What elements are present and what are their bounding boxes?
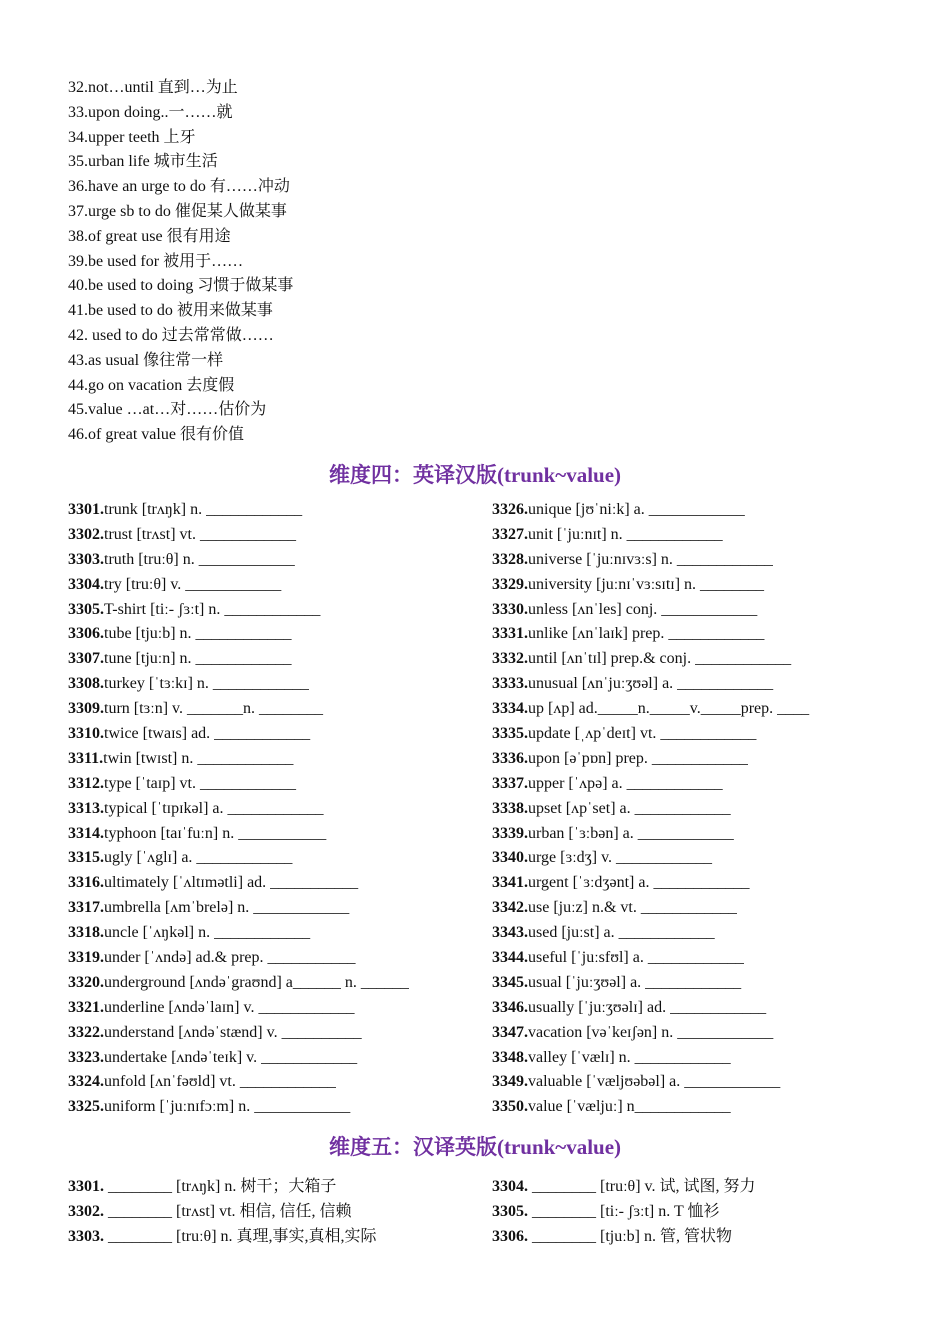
phrase-item: 41.be used to do 被用来做某事 [68, 302, 273, 320]
vocab-entry: upper [ˈʌpə] a. ____________ [528, 774, 723, 792]
vocab-entry: understand [ʌndəˈstænd] v. __________ [104, 1023, 362, 1041]
vocab-number: 3314. [68, 824, 104, 842]
vocab-entry: use [juːz] n.& vt. ____________ [528, 899, 737, 917]
vocab-row [492, 598, 937, 623]
vocab-row [492, 548, 937, 573]
vocab-row [68, 1095, 488, 1120]
vocab-number: 3316. [68, 874, 104, 892]
vocab-entry: up [ʌp] ad._____n._____v._____prep. ____ [528, 700, 810, 718]
vocab-row [68, 1174, 488, 1199]
vocab-row [492, 697, 937, 722]
phrase-item: 44.go on vacation 去度假 [68, 376, 235, 394]
phrase-item: 32.not…until 直到…为止 [68, 79, 238, 96]
phrase-item: 36.have an urge to do 有……冲动 [68, 178, 290, 196]
vocab-entry: truth [truːθ] n. ____________ [104, 550, 295, 568]
vocab-row [68, 722, 488, 747]
vocab-number: 3306. [68, 625, 104, 643]
vocab-number: 3332. [492, 650, 528, 668]
vocab-row [68, 921, 488, 946]
vocab-row [492, 672, 937, 697]
vocab-number: 3304. [68, 575, 104, 593]
vocab-entry: ________ [trʌst] vt. 相信, 信任, 信赖 [104, 1203, 352, 1220]
phrase-item: 43.as usual 像往常一样 [68, 351, 224, 369]
vocab-entry: unlike [ʌnˈlaɪk] prep. ____________ [528, 625, 765, 643]
vocab-row [68, 1046, 488, 1071]
vocab-row [68, 697, 488, 722]
vocab-number: 3319. [68, 949, 104, 967]
vocab-number: 3327. [492, 525, 528, 543]
vocab-entry: unique [jʊˈniːk] a. ____________ [528, 501, 745, 518]
vocab-entry: usual [ˈjuːʒʊəl] a. ____________ [528, 973, 742, 991]
phrase-item: 39.be used for 被用于…… [68, 252, 244, 270]
section4-left-column [68, 498, 488, 1120]
vocab-row [492, 846, 937, 871]
vocab-entry: ________ [truːθ] n. 真理,事实,真相,实际 [104, 1228, 377, 1245]
phrase-item: 35.urban life 城市生活 [68, 153, 218, 171]
vocab-row [492, 622, 937, 647]
vocab-entry: underline [ʌndəˈlaɪn] v. ____________ [104, 998, 355, 1016]
vocab-number: 3313. [68, 799, 104, 817]
vocab-entry: ________ [tiː- ʃɜːt] n. T 恤衫 [528, 1203, 720, 1220]
vocab-entry: try [truːθ] v. ____________ [104, 575, 282, 593]
vocab-entry: typical [ˈtɪpɪkəl] a. ____________ [104, 799, 324, 817]
vocab-entry: used [juːst] a. ____________ [528, 924, 715, 942]
vocab-entry: unit [ˈjuːnɪt] n. ____________ [528, 525, 723, 543]
vocab-entry: university [juːnɪˈvɜːsɪtɪ] n. ________ [528, 575, 765, 593]
vocab-number: 3306. [492, 1228, 528, 1245]
vocab-number: 3350. [492, 1098, 528, 1116]
vocab-entry: vacation [vəˈkeɪʃən] n. ____________ [528, 1023, 774, 1041]
vocab-entry: trunk [trʌŋk] n. ____________ [104, 501, 303, 518]
vocab-number: 3325. [68, 1098, 104, 1116]
phrase-item: 42. used to do 过去常常做…… [68, 326, 274, 344]
vocab-number: 3344. [492, 949, 528, 967]
vocab-number: 3326. [492, 501, 528, 518]
vocab-entry: upset [ʌpˈset] a. ____________ [528, 799, 731, 817]
vocab-row [68, 1224, 488, 1249]
vocab-number: 3348. [492, 1048, 528, 1066]
vocab-number: 3302. [68, 525, 104, 543]
vocab-entry: T-shirt [tiː- ʃɜːt] n. ____________ [104, 600, 321, 618]
vocab-number: 3349. [492, 1073, 528, 1091]
vocab-entry: unless [ʌnˈles] conj. ____________ [528, 600, 758, 618]
vocab-entry: tune [tjuːn] n. ____________ [104, 650, 292, 668]
vocab-row [492, 1199, 937, 1224]
vocab-entry: urban [ˈɜːbən] a. ____________ [528, 824, 734, 842]
vocab-row [68, 647, 488, 672]
vocab-number: 3304. [492, 1178, 528, 1195]
vocab-entry: uncle [ˈʌŋkəl] n. ____________ [104, 924, 311, 942]
vocab-row [492, 498, 937, 523]
vocab-entry: universe [ˈjuːnɪvɜːs] n. ____________ [528, 550, 773, 568]
vocab-entry: trust [trʌst] vt. ____________ [104, 525, 296, 543]
vocab-row [492, 747, 937, 772]
vocab-number: 3324. [68, 1073, 104, 1091]
vocab-number: 3312. [68, 774, 104, 792]
vocab-number: 3307. [68, 650, 104, 668]
phrase-item: 38.of great use 很有用途 [68, 227, 231, 245]
vocab-entry: unfold [ʌnˈfəʊld] vt. ____________ [104, 1073, 336, 1091]
phrase-item: 40.be used to doing 习惯于做某事 [68, 277, 294, 295]
vocab-row [68, 747, 488, 772]
vocab-number: 3305. [68, 600, 104, 618]
vocab-number: 3331. [492, 625, 528, 643]
phrase-item: 34.upper teeth 上牙 [68, 128, 196, 146]
section5-left-column [68, 1174, 488, 1249]
vocab-row [492, 1046, 937, 1071]
phrase-item: 37.urge sb to do 催促某人做某事 [68, 202, 287, 220]
section5-title: 维度五：汉译英版(trunk~value) [328, 1135, 622, 1159]
vocab-row [492, 647, 937, 672]
vocab-row [492, 1174, 937, 1199]
vocab-number: 3328. [492, 550, 528, 568]
vocab-row [492, 921, 937, 946]
vocab-row [68, 971, 488, 996]
vocab-number: 3310. [68, 725, 104, 743]
vocab-row [492, 1095, 937, 1120]
vocab-row [68, 896, 488, 921]
vocab-row [68, 772, 488, 797]
phrase-item: 45.value …at…对……估价为 [68, 401, 267, 419]
vocab-number: 3303. [68, 1228, 104, 1245]
vocab-number: 3329. [492, 575, 528, 593]
vocab-entry: ________ [trʌŋk] n. 树干；大箱子 [104, 1178, 337, 1195]
vocab-number: 3318. [68, 924, 104, 942]
vocab-entry: value [ˈvæljuː] n____________ [528, 1098, 731, 1116]
vocab-row [492, 523, 937, 548]
vocab-number: 3321. [68, 998, 104, 1016]
vocab-number: 3341. [492, 874, 528, 892]
vocab-number: 3305. [492, 1203, 528, 1220]
vocab-entry: until [ʌnˈtɪl] prep.& conj. ____________ [528, 650, 792, 668]
vocab-number: 3322. [68, 1023, 104, 1041]
vocab-entry: urgent [ˈɜːdʒənt] a. ____________ [528, 874, 750, 892]
vocab-row [68, 573, 488, 598]
vocab-row [68, 871, 488, 896]
vocab-row [492, 1070, 937, 1095]
vocab-number: 3345. [492, 973, 528, 991]
vocab-number: 3335. [492, 725, 528, 743]
vocab-number: 3308. [68, 675, 104, 693]
section5-right-column [492, 1174, 937, 1249]
vocab-number: 3301. [68, 1178, 104, 1195]
vocab-number: 3343. [492, 924, 528, 942]
vocab-row [492, 822, 937, 847]
vocab-entry: uniform [ˈjuːnɪfɔːm] n. ____________ [104, 1098, 351, 1116]
vocab-row [68, 1070, 488, 1095]
vocab-row [68, 672, 488, 697]
phrase-item: 33.upon doing..一……就 [68, 103, 233, 121]
vocab-row [68, 846, 488, 871]
vocab-entry: type [ˈtaɪp] vt. ____________ [104, 774, 296, 792]
vocab-row [68, 1021, 488, 1046]
vocab-number: 3346. [492, 998, 528, 1016]
vocab-number: 3317. [68, 899, 104, 917]
vocab-entry: valley [ˈvælɪ] n. ____________ [528, 1048, 731, 1066]
vocab-number: 3309. [68, 700, 104, 718]
vocab-row [492, 573, 937, 598]
vocab-row [68, 996, 488, 1021]
vocab-row [68, 498, 488, 523]
vocab-entry: ________ [truːθ] v. 试, 试图, 努力 [528, 1178, 756, 1195]
vocab-number: 3336. [492, 749, 528, 767]
vocab-number: 3302. [68, 1203, 104, 1220]
vocab-row [492, 1224, 937, 1249]
vocab-entry: urge [ɜːdʒ] v. ____________ [528, 849, 713, 867]
vocab-number: 3337. [492, 774, 528, 792]
section4-title: 维度四：英译汉版(trunk~value) [328, 463, 622, 487]
vocab-entry: update [ˌʌpˈdeɪt] vt. ____________ [528, 725, 757, 743]
vocab-entry: underground [ʌndəˈgraʊnd] a______ n. ______ [104, 973, 409, 991]
vocab-row [492, 1021, 937, 1046]
vocab-number: 3301. [68, 501, 104, 518]
vocab-entry: tube [tjuːb] n. ____________ [104, 625, 292, 643]
vocab-entry: turn [tɜːn] v. _______n. ________ [104, 700, 323, 718]
vocab-entry: turkey [ˈtɜːkɪ] n. ____________ [104, 675, 309, 693]
vocab-row [492, 946, 937, 971]
vocab-entry: twin [twɪst] n. ____________ [103, 749, 294, 767]
vocab-number: 3323. [68, 1048, 104, 1066]
section4-right-column [492, 498, 937, 1120]
vocab-entry: valuable [ˈvæljʊəbəl] a. ____________ [528, 1073, 781, 1091]
vocab-entry: typhoon [taɪˈfuːn] n. ___________ [104, 824, 327, 842]
vocab-number: 3315. [68, 849, 104, 867]
vocab-row [492, 896, 937, 921]
vocab-row [68, 822, 488, 847]
vocab-row [492, 996, 937, 1021]
vocab-entry: umbrella [ʌmˈbrelə] n. ____________ [104, 899, 350, 917]
vocab-row [68, 548, 488, 573]
vocab-row [68, 797, 488, 822]
vocab-entry: undertake [ʌndəˈteɪk] v. ____________ [104, 1048, 358, 1066]
vocab-entry: ultimately [ˈʌltɪmətli] ad. ___________ [104, 874, 359, 892]
vocab-number: 3303. [68, 550, 104, 568]
vocab-number: 3342. [492, 899, 528, 917]
vocab-row [492, 772, 937, 797]
vocab-entry: ________ [tjuːb] n. 管, 管状物 [528, 1228, 732, 1245]
vocab-row [68, 598, 488, 623]
vocab-number: 3333. [492, 675, 528, 693]
vocab-row [492, 797, 937, 822]
vocab-row [68, 523, 488, 548]
vocab-number: 3330. [492, 600, 528, 618]
vocab-row [492, 722, 937, 747]
vocab-row [492, 871, 937, 896]
vocab-row [68, 1199, 488, 1224]
vocab-number: 3338. [492, 799, 528, 817]
vocab-entry: usually [ˈjuːʒʊəlɪ] ad. ____________ [528, 998, 767, 1016]
vocab-number: 3339. [492, 824, 528, 842]
vocab-row [68, 946, 488, 971]
vocab-number: 3340. [492, 849, 528, 867]
vocab-row [492, 971, 937, 996]
vocab-entry: twice [twaɪs] ad. ____________ [104, 725, 311, 743]
vocab-entry: ugly [ˈʌglɪ] a. ____________ [104, 849, 293, 867]
vocab-number: 3311. [68, 749, 104, 767]
vocab-number: 3334. [492, 700, 528, 718]
vocab-entry: unusual [ʌnˈjuːʒʊəl] a. ____________ [528, 675, 774, 693]
vocab-entry: upon [əˈpɒn] prep. ____________ [528, 749, 748, 767]
vocab-entry: under [ˈʌndə] ad.& prep. ___________ [104, 949, 356, 967]
vocab-number: 3320. [68, 973, 104, 991]
vocab-number: 3347. [492, 1023, 528, 1041]
phrase-list [68, 76, 768, 448]
vocab-entry: useful [ˈjuːsfʊl] a. ____________ [528, 949, 744, 967]
vocab-row [68, 622, 488, 647]
phrase-item: 46.of great value 很有价值 [68, 426, 244, 444]
